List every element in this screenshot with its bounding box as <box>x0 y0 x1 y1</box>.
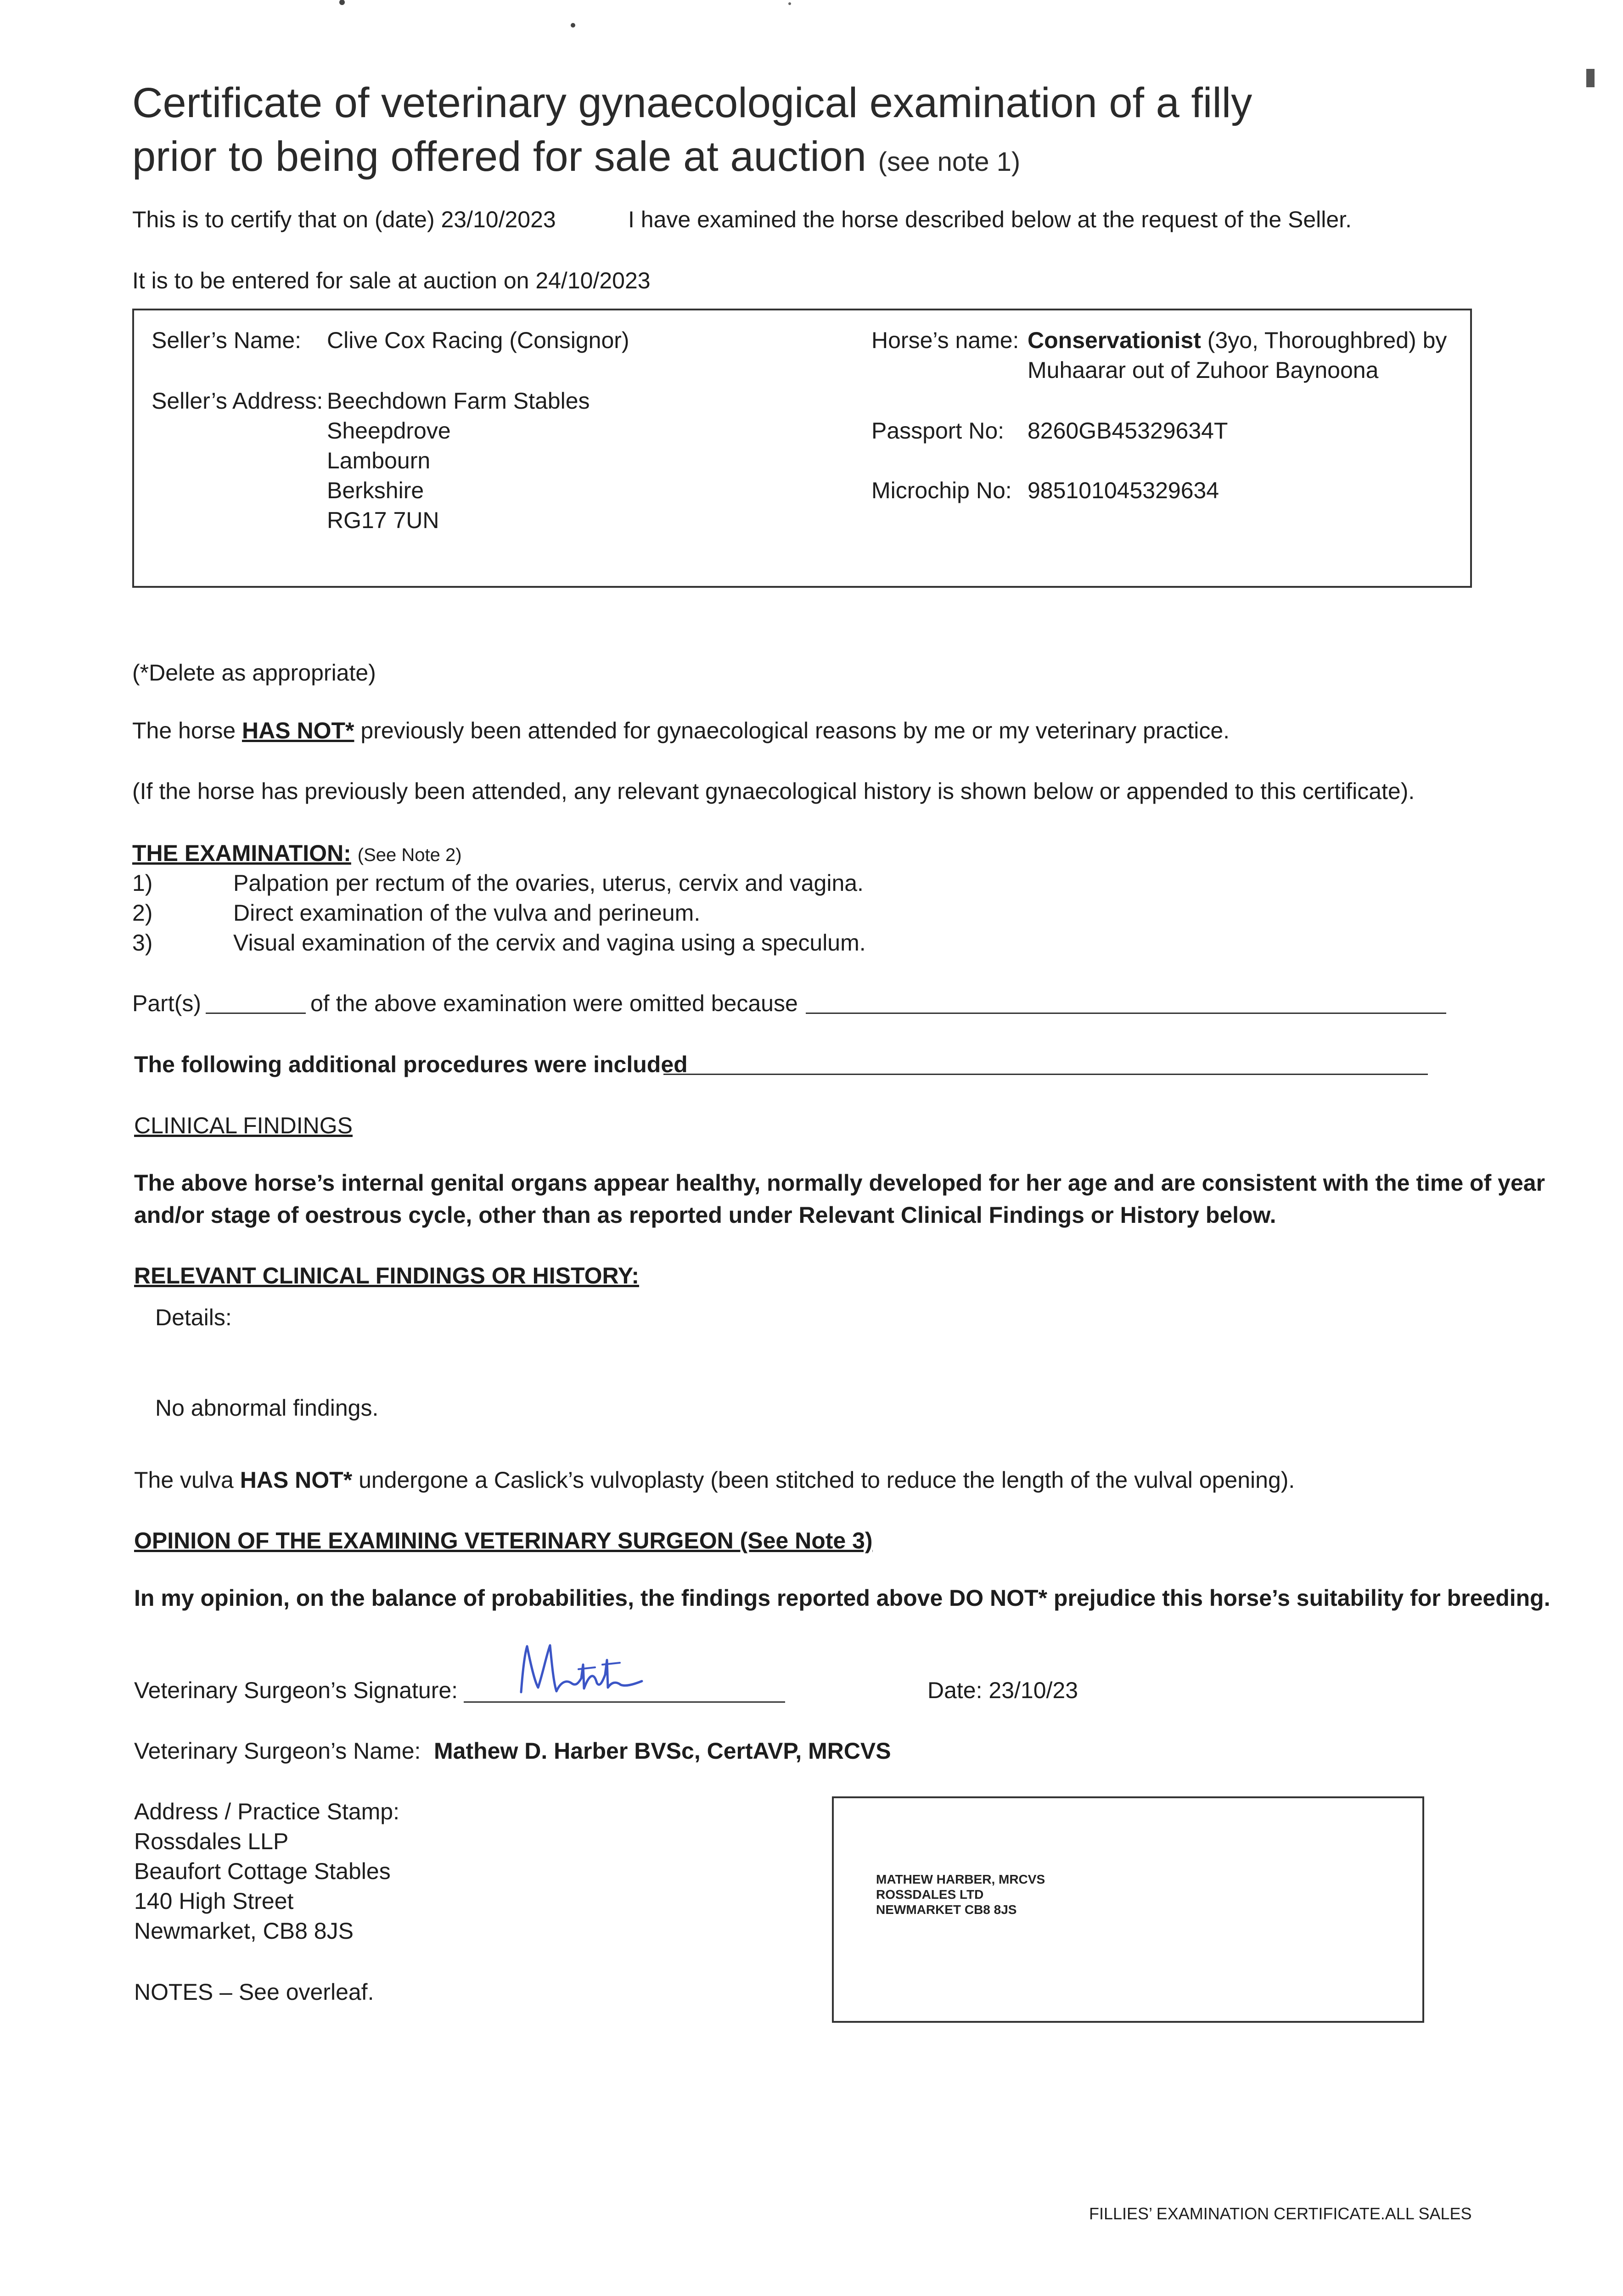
horse-breeding: Muhaarar out of Zuhoor Baynoona <box>1028 357 1379 383</box>
signature-line <box>464 1701 785 1703</box>
details-label: Details: <box>155 1305 232 1330</box>
examination-heading <box>132 838 462 870</box>
horse-name-label: Horse’s name: <box>871 327 1019 353</box>
passport-label: Passport No: <box>871 418 1005 444</box>
seller-address-line-2: Sheepdrove <box>327 418 451 444</box>
exam-item-1-text: Palpation per rectum of the ovaries, uterus, cervix and vagina. <box>233 870 864 896</box>
relevant-findings-heading: RELEVANT CLINICAL FINDINGS OR HISTORY: <box>134 1263 640 1289</box>
seller-address-line-1: Beechdown Farm Stables <box>327 388 590 414</box>
practice-line-4: Newmarket, CB8 8JS <box>134 1918 354 1944</box>
history-note: (If the horse has previously been attended, any relevant gynaecological history is shown below or appended to this certificate). <box>132 778 1415 804</box>
opinion-heading: OPINION OF THE EXAMINING VETERINARY SURGEON (See Note 3) <box>134 1528 873 1553</box>
omitted-suffix: of the above examination were omitted because <box>310 990 798 1016</box>
attended-statement <box>132 715 1230 746</box>
title-note: (see note 1) <box>878 147 1021 177</box>
vulva-prefix: The vulva <box>134 1467 234 1493</box>
seller-address-line-5: RG17 7UN <box>327 507 439 533</box>
examination-heading-text: THE EXAMINATION: <box>132 840 351 866</box>
exam-item-3-num: 3) <box>132 930 153 956</box>
practice-line-1: Rossdales LLP <box>134 1829 289 1854</box>
omitted-reason-line <box>806 1013 1446 1014</box>
title-line2-text: prior to being offered for sale at auction <box>132 133 867 180</box>
certificate-title-line2 <box>132 129 1020 189</box>
scan-artifacts <box>0 0 1623 138</box>
horse-name <box>1028 325 1447 355</box>
seller-address-line-3: Lambourn <box>327 448 431 473</box>
additional-procedures: The following additional procedures were included <box>134 1052 688 1077</box>
stamp-line-1: MATHEW HARBER, MRCVS <box>876 1872 1045 1886</box>
certify-request-text: I have examined the horse described below at the request of the Seller. <box>628 207 1352 232</box>
additional-procedures-line <box>663 1074 1428 1075</box>
certify-date-text: This is to certify that on (date) 23/10/2023 <box>132 207 556 232</box>
microchip-value: 985101045329634 <box>1028 478 1219 503</box>
auction-date-text: It is to be entered for sale at auction on 24/10/2023 <box>132 268 651 293</box>
attended-suffix: previously been attended for gynaecological reasons by me or my veterinary practice. <box>360 718 1230 743</box>
exam-item-1-num: 1) <box>132 870 153 896</box>
exam-item-2-num: 2) <box>132 900 153 926</box>
details-value: No abnormal findings. <box>155 1395 379 1421</box>
horse-name-detail: (3yo, Thoroughbred) by <box>1207 327 1447 353</box>
omitted-parts-line <box>206 1013 306 1014</box>
notes-text: NOTES – See overleaf. <box>134 1979 374 2005</box>
surgeon-name-label: Veterinary Surgeon’s Name: <box>134 1738 421 1764</box>
exam-item-2-text: Direct examination of the vulva and perineum. <box>233 900 701 926</box>
attended-status: HAS NOT* <box>242 718 354 743</box>
clinical-findings-line2: and/or stage of oestrous cycle, other than as reported under Relevant Clinical Findings or History below. <box>134 1202 1276 1228</box>
handwritten-signature <box>514 1637 652 1701</box>
practice-line-3: 140 High Street <box>134 1888 294 1914</box>
exam-item-3-text: Visual examination of the cervix and vagina using a speculum. <box>233 930 866 956</box>
surgeon-name-value: Mathew D. Harber BVSc, CertAVP, MRCVS <box>434 1738 891 1764</box>
omitted-prefix: Part(s) <box>132 990 201 1016</box>
vulva-status: HAS NOT* <box>240 1467 353 1493</box>
microchip-label: Microchip No: <box>871 478 1012 503</box>
stamp-line-2: ROSSDALES LTD <box>876 1887 984 1902</box>
horse-name-value: Conservationist <box>1028 327 1201 353</box>
vulva-suffix: undergone a Caslick’s vulvoplasty (been stitched to reduce the length of the vulval opening). <box>359 1467 1295 1493</box>
vulva-statement <box>134 1465 1295 1495</box>
signature-date: Date: 23/10/23 <box>927 1677 1078 1703</box>
opinion-text: In my opinion, on the balance of probabilities, the findings reported above DO NOT* prejudice this horse’s suitability for breeding. <box>134 1585 1550 1611</box>
practice-label: Address / Practice Stamp: <box>134 1799 400 1824</box>
seller-name-value: Clive Cox Racing (Consignor) <box>327 327 629 353</box>
certificate-title-line1: Certificate of veterinary gynaecological examination of a filly <box>132 79 1252 126</box>
clinical-findings-line1: The above horse’s internal genital organs appear healthy, normally developed for her age and are consistent with the time of year <box>134 1170 1545 1196</box>
stamp-line-3: NEWMARKET CB8 8JS <box>876 1902 1017 1917</box>
attended-prefix: The horse <box>132 718 236 743</box>
seller-address-label: Seller’s Address: <box>152 388 323 414</box>
practice-line-2: Beaufort Cottage Stables <box>134 1858 391 1884</box>
signature-label: Veterinary Surgeon’s Signature: <box>134 1677 458 1703</box>
examination-note: (See Note 2) <box>357 845 462 865</box>
delete-note: (*Delete as appropriate) <box>132 660 376 686</box>
clinical-findings-heading: CLINICAL FINDINGS <box>134 1113 353 1138</box>
seller-address-line-4: Berkshire <box>327 478 424 503</box>
seller-name-label: Seller’s Name: <box>152 327 302 353</box>
footer-text: FILLIES’ EXAMINATION CERTIFICATE.ALL SALES <box>1089 2204 1472 2223</box>
passport-value: 8260GB45329634T <box>1028 418 1228 444</box>
